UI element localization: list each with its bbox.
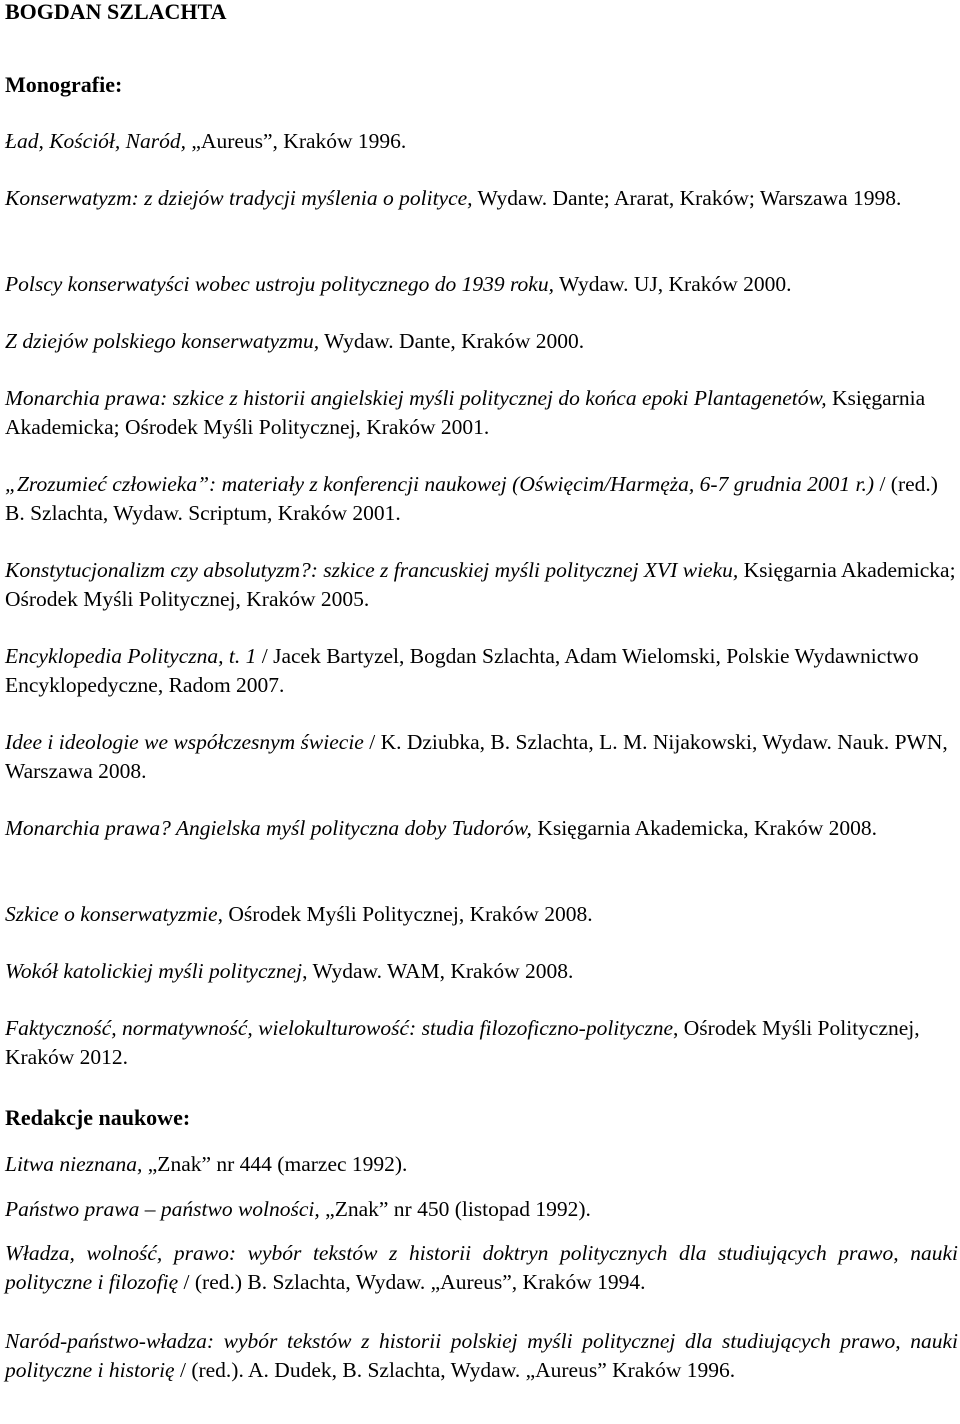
entry-title: Litwa nieznana, <box>5 1152 143 1176</box>
bibliography-entry <box>5 814 958 843</box>
bibliography-entry <box>5 327 958 356</box>
entry-title: „Zrozumieć człowieka”: materiały z konferencji naukowej (Oświęcim/Harmęża, 6-7 grudnia 2001 r.) <box>5 472 875 496</box>
entry-details: , Wydaw. WAM, Kraków 2008. <box>302 959 574 983</box>
entry-details: , Ośrodek Myśli Politycznej, Kraków 2012. <box>5 1016 920 1069</box>
bibliography-entry <box>5 1239 958 1297</box>
entry-details: Księgarnia Akademicka, Kraków 2008. <box>531 816 878 840</box>
entry-details: Wydaw. Dante; Ararat, Kraków; Warszawa 1998. <box>472 186 902 210</box>
entry-details: / K. Dziubka, B. Szlachta, L. M. Nijakowski, Wydaw. Nauk. PWN, Warszawa 2008. <box>5 730 948 783</box>
entry-details: Wydaw. UJ, Kraków 2000. <box>553 272 792 296</box>
entry-title: Idee i ideologie we współczesnym świecie <box>5 730 364 754</box>
entry-title: Szkice o konserwatyzmie <box>5 902 218 926</box>
bibliography-entry <box>5 556 958 614</box>
entry-title: Władza, wolność, prawo: wybór tekstów z historii doktryn politycznych dla studiujących prawo, nauki polityczne i filozofię <box>5 1241 958 1294</box>
entry-title: Wokół katolickiej myśli politycznej <box>5 959 303 983</box>
section-heading-monographs: Monografie: <box>5 72 123 97</box>
entry-title: Naród-państwo-władza: wybór tekstów z historii polskiej myśli politycznej dla studiujących prawo, nauki polityczne i historię <box>5 1329 958 1382</box>
bibliography-entry <box>5 900 958 929</box>
bibliography-entry <box>5 184 958 213</box>
bibliography-entry <box>5 1195 958 1224</box>
bibliography-entry <box>5 270 958 299</box>
bibliography-entry <box>5 470 958 528</box>
bibliography-entry <box>5 384 958 442</box>
entry-details: „Znak” nr 444 (marzec 1992). <box>142 1152 408 1176</box>
entry-title: Państwo prawa – państwo wolności, <box>5 1197 320 1221</box>
bibliography-entry <box>5 127 958 156</box>
entry-title: Polscy konserwatyści wobec ustroju politycznego do 1939 roku, <box>5 272 554 296</box>
entry-title: Monarchia prawa: szkice z historii angielskiej myśli politycznej do końca epoki Plantagenetów, <box>5 386 827 410</box>
entry-details: , Ośrodek Myśli Politycznej, Kraków 2008. <box>217 902 593 926</box>
entry-details: / (red.) B. Szlachta, Wydaw. Scriptum, Kraków 2001. <box>5 472 938 525</box>
entry-title: Faktyczność, normatywność, wielokulturowość: studia filozoficzno-polityczne <box>5 1016 674 1040</box>
entry-title: Ład, Kościół, Naród, <box>5 129 186 153</box>
entry-title: Monarchia prawa? Angielska myśl polityczna doby Tudorów, <box>5 816 532 840</box>
entry-title: Konstytucjonalizm czy absolutyzm?: szkice z francuskiej myśli politycznej XVI wieku, <box>5 558 739 582</box>
bibliography-entry <box>5 728 958 786</box>
entry-details: Księgarnia Akademicka; Ośrodek Myśli Politycznej, Kraków 2001. <box>5 386 926 439</box>
bibliography-entry <box>5 642 958 700</box>
bibliography-entry <box>5 957 958 986</box>
entry-title: Z dziejów polskiego konserwatyzmu, <box>5 329 320 353</box>
entry-details: „Aureus”, Kraków 1996. <box>186 129 407 153</box>
entry-details: Wydaw. Dante, Kraków 2000. <box>319 329 585 353</box>
section-heading-editorial: Redakcje naukowe: <box>5 1105 191 1130</box>
bibliography-entry <box>5 1014 958 1072</box>
entry-details: Księgarnia Akademicka; Ośrodek Myśli Politycznej, Kraków 2005. <box>5 558 956 611</box>
author-name: BOGDAN SZLACHTA <box>5 0 227 24</box>
entry-title: Encyklopedia Polityczna, t. 1 <box>5 644 257 668</box>
entry-title: Konserwatyzm: z dziejów tradycji myślenia o polityce, <box>5 186 473 210</box>
entry-details: / Jacek Bartyzel, Bogdan Szlachta, Adam Wielomski, Polskie Wydawnictwo Encyklopedyczne, Radom 2007. <box>5 644 919 697</box>
entry-details: / (red.) B. Szlachta, Wydaw. „Aureus”, Kraków 1994. <box>178 1270 646 1294</box>
entry-details: „Znak” nr 450 (listopad 1992). <box>319 1197 591 1221</box>
bibliography-entry <box>5 1327 958 1385</box>
bibliography-entry <box>5 1150 958 1179</box>
entry-details: / (red.). A. Dudek, B. Szlachta, Wydaw. „Aureus” Kraków 1996. <box>174 1358 736 1382</box>
